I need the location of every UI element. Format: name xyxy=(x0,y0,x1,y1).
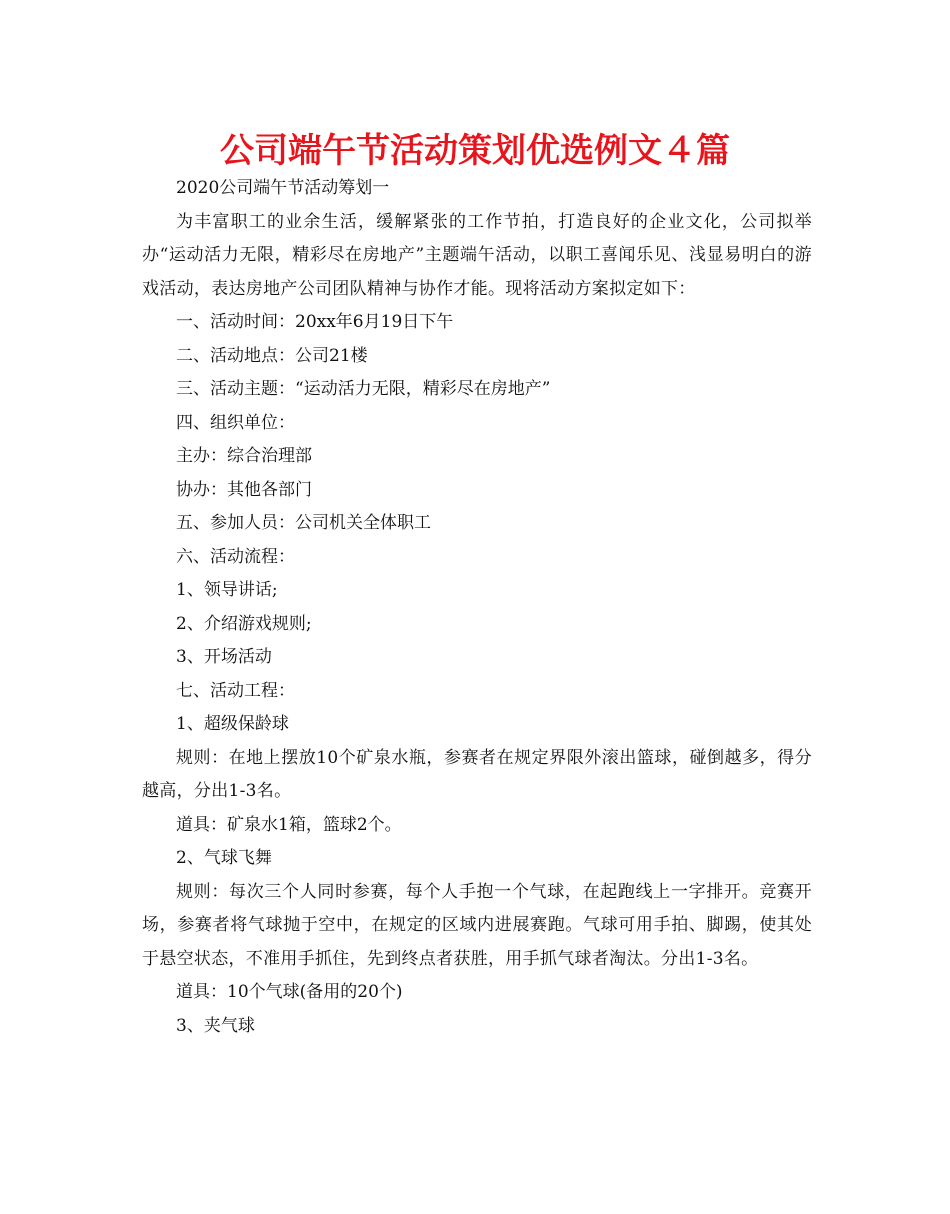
participants-line: 五、参加人员：公司机关全体职工 xyxy=(176,513,431,533)
game-title: 1、超级保龄球 xyxy=(176,714,289,734)
section-heading: 2020公司端午节活动筹划一 xyxy=(176,178,390,198)
activity-theme: 三、活动主题：“运动活力无限，精彩尽在房地产” xyxy=(176,379,551,399)
game-title: 2、气球飞舞 xyxy=(176,848,272,868)
process-item: 2、介绍游戏规则; xyxy=(176,613,312,634)
game-title: 3、夹气球 xyxy=(176,1015,255,1036)
game-props: 道具：矿泉水1箱，篮球2个。 xyxy=(176,814,402,835)
game-props: 道具：10个气球(备用的20个) xyxy=(176,982,403,1002)
process-item: 3、开场活动 xyxy=(176,647,272,667)
organizer-heading: 四、组织单位： xyxy=(176,412,295,433)
activity-time: 一、活动时间：20xx年6月19日下午 xyxy=(176,312,454,332)
process-item: 1、领导讲话; xyxy=(176,580,278,600)
game-rules: 规则：在地上摆放10个矿泉水瓶，参赛者在规定界限外滚出篮球，碰倒越多，得分越高，分出1-3名。 xyxy=(142,747,812,801)
host-line: 主办：综合治理部 xyxy=(176,446,312,466)
activity-location: 二、活动地点：公司21楼 xyxy=(176,345,368,366)
process-heading: 六、活动流程： xyxy=(176,546,295,567)
co-host-line: 协办：其他各部门 xyxy=(176,479,312,500)
game-rules: 规则：每次三个人同时参赛，每个人手抱一个气球，在起跑线上一字排开。竞赛开场，参赛者将气球抛于空中，在规定的区域内进展赛跑。气球可用手拍、脚踢，使其处于悬空状态，不准用手抓住，先到终点者获胜，用手抓气球者淘汰。分出1-3名。 xyxy=(142,881,812,969)
items-heading: 七、活动工程： xyxy=(176,680,295,701)
document-body xyxy=(142,172,812,1043)
intro-paragraph: 为丰富职工的业余生活，缓解紧张的工作节拍，打造良好的企业文化，公司拟举办“运动活力无限，精彩尽在房地产”主题端午活动，以职工喜闻乐见、浅显易明白的游戏活动，表达房地产公司团队精神与协作才能。现将活动方案拟定如下： xyxy=(142,211,812,299)
document-title: 公司端午节活动策划优选例文４篇 xyxy=(220,131,730,171)
